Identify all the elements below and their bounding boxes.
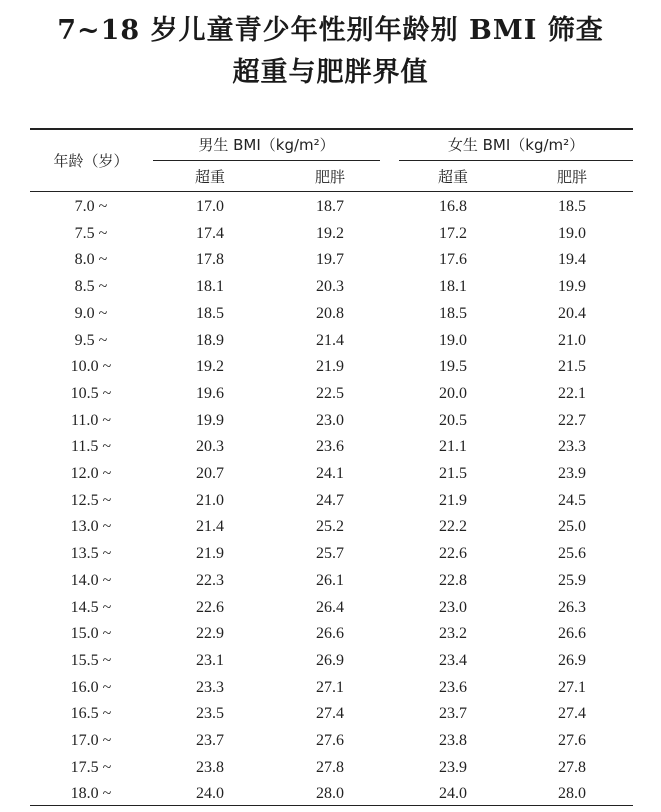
boy-group-rule (153, 160, 380, 161)
girl-obese-cell: 27.8 (558, 759, 586, 776)
boy-overweight-cell: 23.7 (196, 732, 224, 749)
girl-overweight-cell: 23.4 (439, 652, 467, 669)
girl-obese-cell: 21.5 (558, 358, 586, 375)
boy-overweight-cell: 20.7 (196, 465, 224, 482)
boy-obese-cell: 25.2 (316, 518, 344, 535)
age-cell: 13.0 ~ (70, 518, 112, 535)
boy-obese-cell: 26.1 (316, 572, 344, 589)
girl-overweight-cell: 17.6 (439, 251, 467, 268)
boy-obese-cell: 28.0 (316, 785, 344, 802)
boy-overweight-cell: 20.3 (196, 438, 224, 455)
girl-overweight-cell: 16.8 (439, 198, 467, 215)
girl-obese-cell: 25.0 (558, 518, 586, 535)
age-cell: 14.0 ~ (70, 572, 112, 589)
girl-obese-cell: 25.9 (558, 572, 586, 589)
girl-obese-cell: 22.1 (558, 385, 586, 402)
column-header-girl-obese: 肥胖 (556, 168, 587, 186)
boy-overweight-cell: 18.1 (196, 278, 224, 295)
girl-obese-cell: 22.7 (558, 412, 586, 429)
boy-overweight-cell: 23.8 (196, 759, 224, 776)
table-top-rule (30, 128, 633, 130)
girl-obese-cell: 27.4 (558, 705, 586, 722)
age-cell: 10.0 ~ (70, 358, 112, 375)
girl-overweight-cell: 23.7 (439, 705, 467, 722)
girl-obese-cell: 24.5 (558, 492, 586, 509)
age-cell: 17.0 ~ (70, 732, 112, 749)
girl-overweight-cell: 22.6 (439, 545, 467, 562)
age-cell: 15.0 ~ (70, 625, 112, 642)
girl-overweight-cell: 20.5 (439, 412, 467, 429)
column-group-boy-bmi: 男生 BMI（kg/m²） (198, 136, 335, 154)
girl-obese-cell: 20.4 (558, 305, 586, 322)
girl-overweight-cell: 18.5 (439, 305, 467, 322)
boy-obese-cell: 19.2 (316, 225, 344, 242)
boy-overweight-cell: 18.5 (196, 305, 224, 322)
boy-overweight-cell: 22.6 (196, 599, 224, 616)
boy-overweight-cell: 21.0 (196, 492, 224, 509)
girl-overweight-cell: 20.0 (439, 385, 467, 402)
boy-obese-cell: 27.6 (316, 732, 344, 749)
girl-obese-cell: 23.9 (558, 465, 586, 482)
girl-obese-cell: 23.3 (558, 438, 586, 455)
age-cell: 7.5 ~ (74, 225, 108, 242)
girl-overweight-cell: 24.0 (439, 785, 467, 802)
age-cell: 12.0 ~ (70, 465, 112, 482)
boy-overweight-cell: 19.2 (196, 358, 224, 375)
boy-obese-cell: 23.0 (316, 412, 344, 429)
girl-obese-cell: 26.6 (558, 625, 586, 642)
girl-obese-cell: 18.5 (558, 198, 586, 215)
age-cell: 7.0 ~ (74, 198, 108, 215)
table-bottom-rule (30, 805, 633, 806)
boy-obese-cell: 23.6 (316, 438, 344, 455)
boy-obese-cell: 21.9 (316, 358, 344, 375)
age-cell: 16.5 ~ (70, 705, 112, 722)
girl-overweight-cell: 23.8 (439, 732, 467, 749)
age-cell: 18.0 ~ (70, 785, 112, 802)
boy-overweight-cell: 23.1 (196, 652, 224, 669)
age-cell: 12.5 ~ (70, 492, 112, 509)
girl-overweight-cell: 17.2 (439, 225, 467, 242)
age-cell: 8.5 ~ (74, 278, 108, 295)
boy-obese-cell: 24.1 (316, 465, 344, 482)
boy-overweight-cell: 19.6 (196, 385, 224, 402)
column-header-boy-obese: 肥胖 (314, 168, 345, 186)
column-group-girl-bmi: 女生 BMI（kg/m²） (447, 136, 585, 154)
page-title: 7~18 岁儿童青少年性别年龄别 BMI 筛查 (57, 15, 604, 46)
boy-overweight-cell: 21.4 (196, 518, 224, 535)
girl-obese-cell: 26.9 (558, 652, 586, 669)
column-header-age: 年龄（岁） (53, 152, 129, 170)
boy-overweight-cell: 21.9 (196, 545, 224, 562)
girl-obese-cell: 27.6 (558, 732, 586, 749)
boy-obese-cell: 21.4 (316, 332, 344, 349)
boy-overweight-cell: 17.8 (196, 251, 224, 268)
age-cell: 9.5 ~ (74, 332, 108, 349)
boy-obese-cell: 19.7 (316, 251, 344, 268)
boy-obese-cell: 22.5 (316, 385, 344, 402)
boy-obese-cell: 20.3 (316, 278, 344, 295)
age-cell: 10.5 ~ (70, 385, 112, 402)
girl-obese-cell: 19.4 (558, 251, 586, 268)
boy-obese-cell: 27.4 (316, 705, 344, 722)
column-header-boy-overweight: 超重 (194, 168, 225, 186)
age-cell: 9.0 ~ (74, 305, 108, 322)
girl-overweight-cell: 21.1 (439, 438, 467, 455)
girl-overweight-cell: 18.1 (439, 278, 467, 295)
girl-obese-cell: 26.3 (558, 599, 586, 616)
age-cell: 11.5 ~ (70, 438, 112, 455)
age-cell: 15.5 ~ (70, 652, 112, 669)
girl-obese-cell: 19.0 (558, 225, 586, 242)
boy-obese-cell: 24.7 (316, 492, 344, 509)
age-cell: 17.5 ~ (70, 759, 112, 776)
age-cell: 8.0 ~ (74, 251, 108, 268)
boy-overweight-cell: 19.9 (196, 412, 224, 429)
boy-overweight-cell: 18.9 (196, 332, 224, 349)
girl-overweight-cell: 21.9 (439, 492, 467, 509)
page-subtitle: 超重与肥胖界值 (232, 57, 429, 88)
girl-obese-cell: 19.9 (558, 278, 586, 295)
boy-obese-cell: 18.7 (316, 198, 344, 215)
boy-overweight-cell: 22.9 (196, 625, 224, 642)
boy-overweight-cell: 22.3 (196, 572, 224, 589)
girl-overweight-cell: 23.2 (439, 625, 467, 642)
girl-overweight-cell: 21.5 (439, 465, 467, 482)
girl-overweight-cell: 19.0 (439, 332, 467, 349)
boy-overweight-cell: 23.5 (196, 705, 224, 722)
boy-obese-cell: 26.4 (316, 599, 344, 616)
girl-obese-cell: 28.0 (558, 785, 586, 802)
boy-obese-cell: 26.9 (316, 652, 344, 669)
girl-overweight-cell: 22.8 (439, 572, 467, 589)
girl-obese-cell: 25.6 (558, 545, 586, 562)
girl-overweight-cell: 23.6 (439, 679, 467, 696)
header-bottom-rule (30, 191, 633, 192)
boy-obese-cell: 25.7 (316, 545, 344, 562)
girl-obese-cell: 27.1 (558, 679, 586, 696)
age-cell: 11.0 ~ (70, 412, 112, 429)
age-cell: 14.5 ~ (70, 599, 112, 616)
girl-overweight-cell: 19.5 (439, 358, 467, 375)
girl-overweight-cell: 23.9 (439, 759, 467, 776)
girl-overweight-cell: 23.0 (439, 599, 467, 616)
boy-obese-cell: 20.8 (316, 305, 344, 322)
boy-obese-cell: 27.8 (316, 759, 344, 776)
age-cell: 13.5 ~ (70, 545, 112, 562)
boy-obese-cell: 26.6 (316, 625, 344, 642)
column-header-girl-overweight: 超重 (437, 168, 468, 186)
girl-obese-cell: 21.0 (558, 332, 586, 349)
boy-overweight-cell: 24.0 (196, 785, 224, 802)
boy-obese-cell: 27.1 (316, 679, 344, 696)
girl-group-rule (399, 160, 633, 161)
age-cell: 16.0 ~ (70, 679, 112, 696)
boy-overweight-cell: 23.3 (196, 679, 224, 696)
girl-overweight-cell: 22.2 (439, 518, 467, 535)
boy-overweight-cell: 17.0 (196, 198, 224, 215)
boy-overweight-cell: 17.4 (196, 225, 224, 242)
